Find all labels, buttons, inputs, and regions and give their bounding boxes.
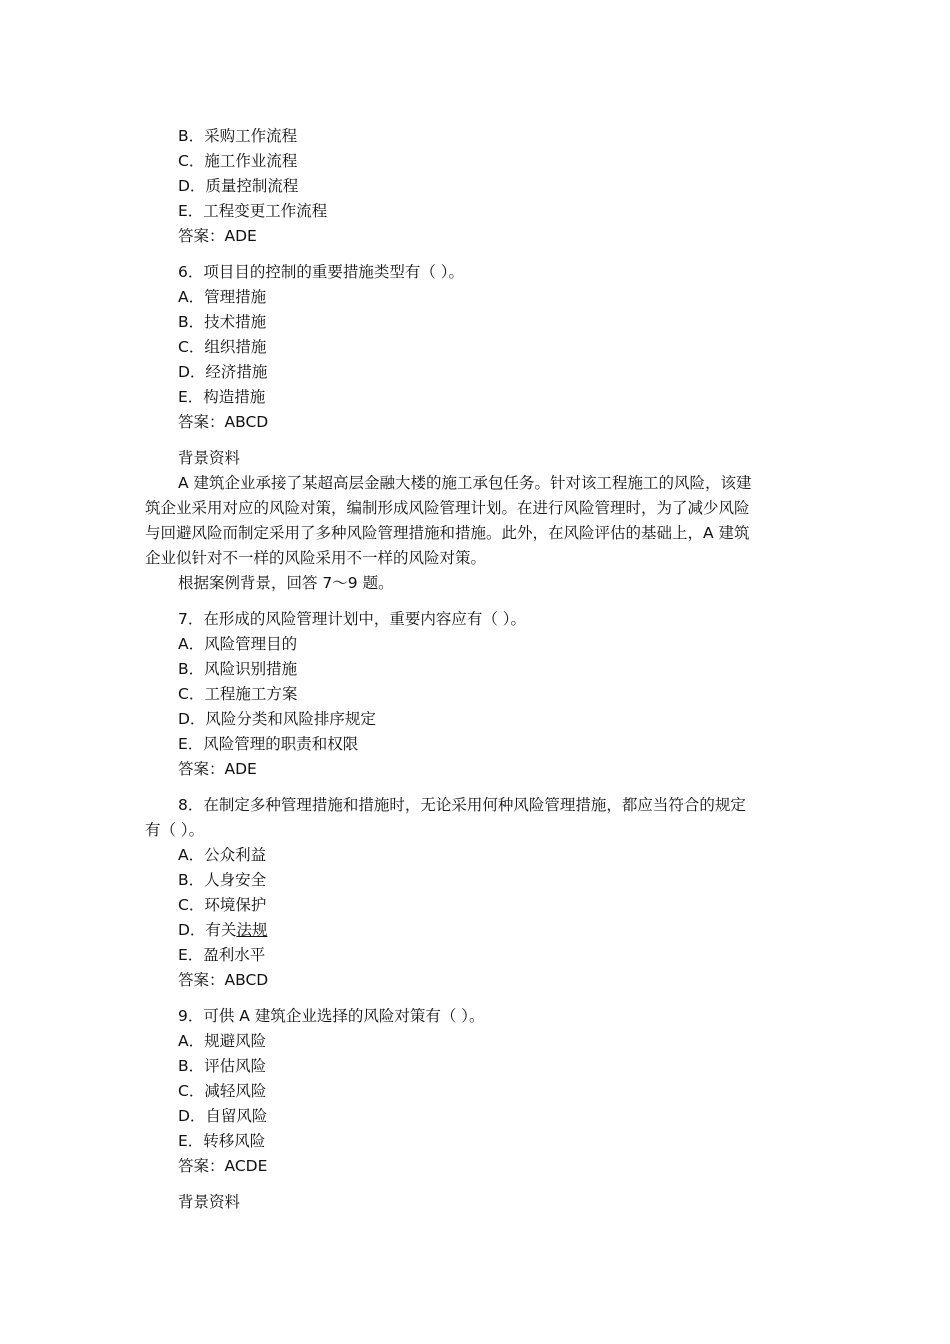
option-c: C．环境保护: [178, 896, 267, 914]
background-section-2: [145, 1190, 805, 1215]
option-d: [145, 918, 805, 943]
background-paragraph-line: 企业似针对不一样的风险采用不一样的风险对策。: [145, 549, 487, 567]
answer: 答案：ADE: [178, 227, 257, 245]
answer: 答案：ADE: [178, 760, 257, 778]
option-c: C．组织措施: [178, 338, 267, 356]
option-e: E．风险管理的职责和权限: [178, 735, 359, 753]
option-a: A．风险管理目的: [178, 635, 298, 653]
option-b: B．人身安全: [178, 871, 267, 889]
option-c: C．减轻风险: [178, 1082, 267, 1100]
background-heading: 背景资料: [178, 1193, 241, 1211]
answer: 答案：ABCD: [178, 413, 269, 431]
option-b: B．技术措施: [178, 313, 267, 331]
option-d: D．质量控制流程: [178, 177, 299, 195]
document-page: [145, 124, 805, 1215]
option-a: A．规避风险: [178, 1032, 267, 1050]
option-c: C．施工作业流程: [178, 152, 298, 170]
question-9: [145, 1004, 805, 1179]
question-text: 8．在制定多种管理措施和措施时，无论采用何种风险管理措施，都应当符合的规定: [178, 796, 746, 814]
option-e: E．工程变更工作流程: [178, 202, 328, 220]
background-paragraph-line: 与回避风险而制定采用了多种风险管理措施和措施。此外，在风险评估的基础上，A 建筑: [145, 524, 750, 542]
option-d: D．自留风险: [178, 1107, 268, 1125]
option-d: D．经济措施: [178, 363, 268, 381]
background-instruction: 根据案例背景，回答 7～9 题。: [178, 574, 394, 592]
option-b: B．风险识别措施: [178, 660, 298, 678]
question-text: 6．项目目的控制的重要措施类型有（ ）。: [178, 263, 465, 281]
question-6: [145, 260, 805, 435]
question-7: [145, 607, 805, 782]
question-5-tail: [145, 124, 805, 249]
option-e: E．转移风险: [178, 1132, 266, 1150]
background-paragraph-line: A 建筑企业承接了某超高层金融大楼的施工承包任务。针对该工程施工的风险，该建: [178, 474, 752, 492]
option-b: B．评估风险: [178, 1057, 267, 1075]
option-c: C．工程施工方案: [178, 685, 298, 703]
option-d-prefix: D．有关: [178, 921, 237, 939]
option-a: A．管理措施: [178, 288, 267, 306]
option-e: E．盈利水平: [178, 946, 266, 964]
option-e: E．构造措施: [178, 388, 266, 406]
background-heading: 背景资料: [178, 449, 241, 467]
question-text: 7．在形成的风险管理计划中，重要内容应有（ ）。: [178, 610, 527, 628]
option-d: D．风险分类和风险排序规定: [178, 710, 376, 728]
answer: 答案：ACDE: [178, 1157, 268, 1175]
question-text: 9．可供 A 建筑企业选择的风险对策有（ ）。: [178, 1007, 485, 1025]
option-a: A．公众利益: [178, 846, 267, 864]
answer: 答案：ABCD: [178, 971, 269, 989]
background-section-1: [145, 446, 805, 596]
question-8: [145, 793, 805, 993]
option-d-link-text: 法规: [236, 921, 268, 939]
question-text-continued: 有（ ）。: [145, 821, 205, 839]
option-b: B．采购工作流程: [178, 127, 298, 145]
background-paragraph-line: 筑企业采用对应的风险对策，编制形成风险管理计划。在进行风险管理时，为了减少风险: [145, 499, 750, 517]
